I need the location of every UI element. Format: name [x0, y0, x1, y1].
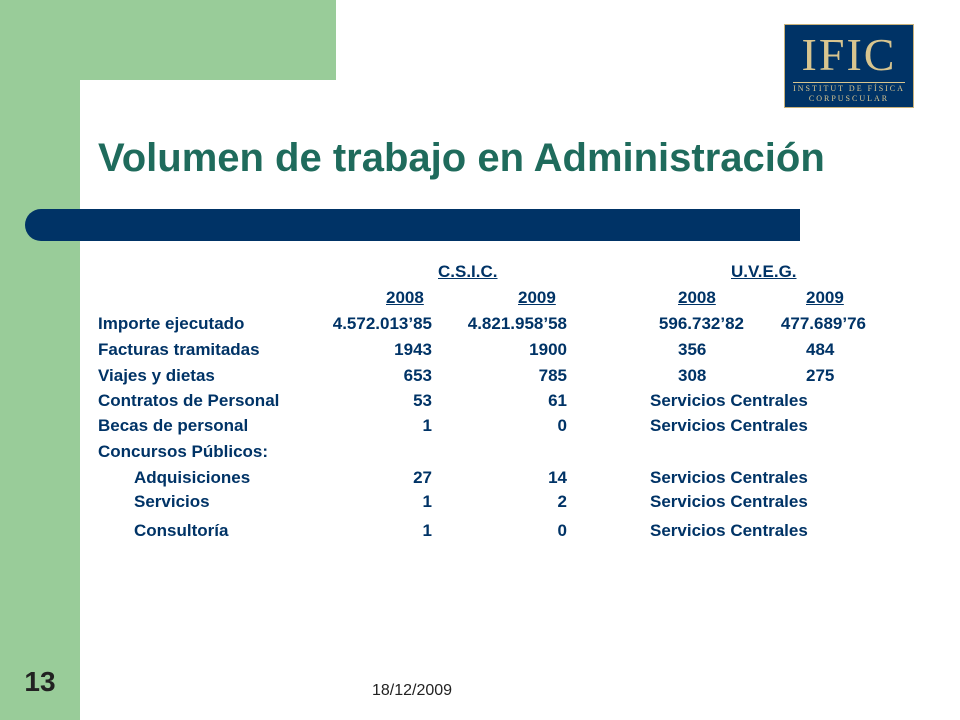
row-label: Becas de personal	[98, 416, 249, 435]
cell-csic-2009: 0	[557, 521, 567, 540]
green-side-band	[0, 0, 80, 720]
row-label: Servicios	[134, 492, 210, 511]
row-label: Contratos de Personal	[98, 391, 280, 410]
cell-uveg-note: Servicios Centrales	[650, 521, 808, 540]
cell-csic-2009: 4.821.958’58	[467, 314, 567, 333]
cell-uveg-2009: 477.689’76	[780, 314, 866, 333]
cell-csic-2009: 0	[557, 416, 567, 435]
logo-main-text: IFIC	[801, 29, 897, 80]
cell-csic-2008: 53	[413, 391, 432, 410]
cell-csic-2009: 785	[538, 366, 567, 385]
cell-csic-2008: 1	[422, 492, 432, 511]
slide-number: 13	[24, 666, 56, 697]
cell-csic-2008: 4.572.013’85	[332, 314, 432, 333]
cell-csic-2008: 653	[403, 366, 432, 385]
year-header-uveg-2009: 2009	[806, 288, 844, 307]
slide-title: Volumen de trabajo en Administración	[98, 136, 825, 180]
cell-csic-2009: 61	[548, 391, 567, 410]
cell-csic-2009: 14	[548, 468, 567, 487]
cell-csic-2008: 1	[422, 416, 432, 435]
logo-line-2: CORPUSCULAR	[808, 94, 890, 103]
year-header-uveg-2008: 2008	[678, 288, 716, 307]
row-section-label: Concursos Públicos:	[98, 442, 269, 461]
title-underline-bar	[25, 209, 800, 241]
cell-uveg-note: Servicios Centrales	[650, 391, 808, 410]
cell-uveg-note: Servicios Centrales	[650, 416, 808, 435]
cell-csic-2009: 2	[557, 492, 567, 511]
cell-csic-2009: 1900	[529, 340, 567, 359]
logo-line-1: INSTITUT DE FÍSICA	[793, 84, 905, 93]
cell-csic-2008: 27	[413, 468, 432, 487]
logo-divider	[793, 82, 905, 83]
ific-logo	[784, 24, 914, 108]
row-label: Viajes y dietas	[98, 366, 215, 385]
year-header-csic-2008: 2008	[386, 288, 424, 307]
cell-uveg-2009: 484	[806, 340, 835, 359]
row-label: Facturas tramitadas	[98, 340, 260, 359]
cell-uveg-2008: 356	[678, 340, 707, 359]
cell-uveg-note: Servicios Centrales	[650, 492, 808, 511]
slide-date: 18/12/2009	[372, 682, 453, 699]
cell-uveg-2008: 308	[678, 366, 707, 385]
cell-uveg-2009: 275	[806, 366, 835, 385]
cell-csic-2008: 1943	[394, 340, 432, 359]
group-header-uveg: U.V.E.G.	[731, 262, 797, 281]
cell-uveg-note: Servicios Centrales	[650, 468, 808, 487]
year-header-csic-2009: 2009	[518, 288, 556, 307]
row-label: Consultoría	[134, 521, 229, 540]
cell-csic-2008: 1	[422, 521, 432, 540]
green-top-band	[0, 0, 336, 80]
row-label: Importe ejecutado	[98, 314, 245, 333]
group-header-csic: C.S.I.C.	[438, 262, 498, 281]
row-label: Adquisiciones	[134, 468, 251, 487]
cell-uveg-2008: 596.732’82	[658, 314, 744, 333]
